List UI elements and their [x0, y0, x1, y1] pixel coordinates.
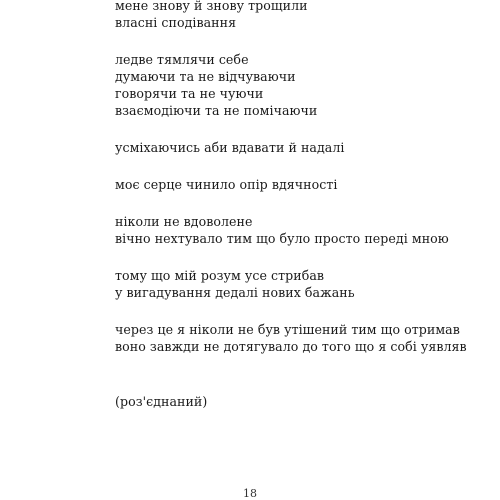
stanza-5: [115, 213, 485, 247]
stanza-1: [115, 0, 485, 31]
poem-line: ледве тямлячи себе: [115, 52, 249, 67]
poem-line: тому що мій розум усе стрибав: [115, 268, 325, 283]
stanza-4: [115, 176, 485, 193]
poem-line: ніколи не вдоволене: [115, 214, 253, 229]
poem-line: взаємодіючи та не помічаючи: [115, 103, 318, 118]
stanza-3: [115, 139, 485, 156]
poem-line: мене знову й знову трощили: [115, 0, 308, 13]
stanza-2: [115, 51, 485, 119]
stanza-6: [115, 267, 485, 301]
page-number: 18: [243, 487, 257, 500]
poem-line: моє серце чинило опір вдячності: [115, 177, 338, 192]
poem: [115, 0, 485, 410]
poem-line: воно завжди не дотягувало до того що я собі уявляв: [115, 339, 467, 354]
poem-line: власні сподівання: [115, 15, 237, 30]
poem-line: говорячи та не чуючи: [115, 86, 264, 101]
poem-line: думаючи та не відчуваючи: [115, 69, 296, 84]
poem-line: усміхаючись аби вдавати й надалі: [115, 140, 345, 155]
poem-line: вічно нехтувало тим що було просто переді мною: [115, 231, 449, 246]
poem-line: у вигадування дедалі нових бажань: [115, 285, 355, 300]
poem-signature: (роз'єднаний): [115, 394, 208, 409]
stanza-7: [115, 321, 485, 355]
poem-line: через це я ніколи не був утішений тим що отримав: [115, 322, 460, 337]
